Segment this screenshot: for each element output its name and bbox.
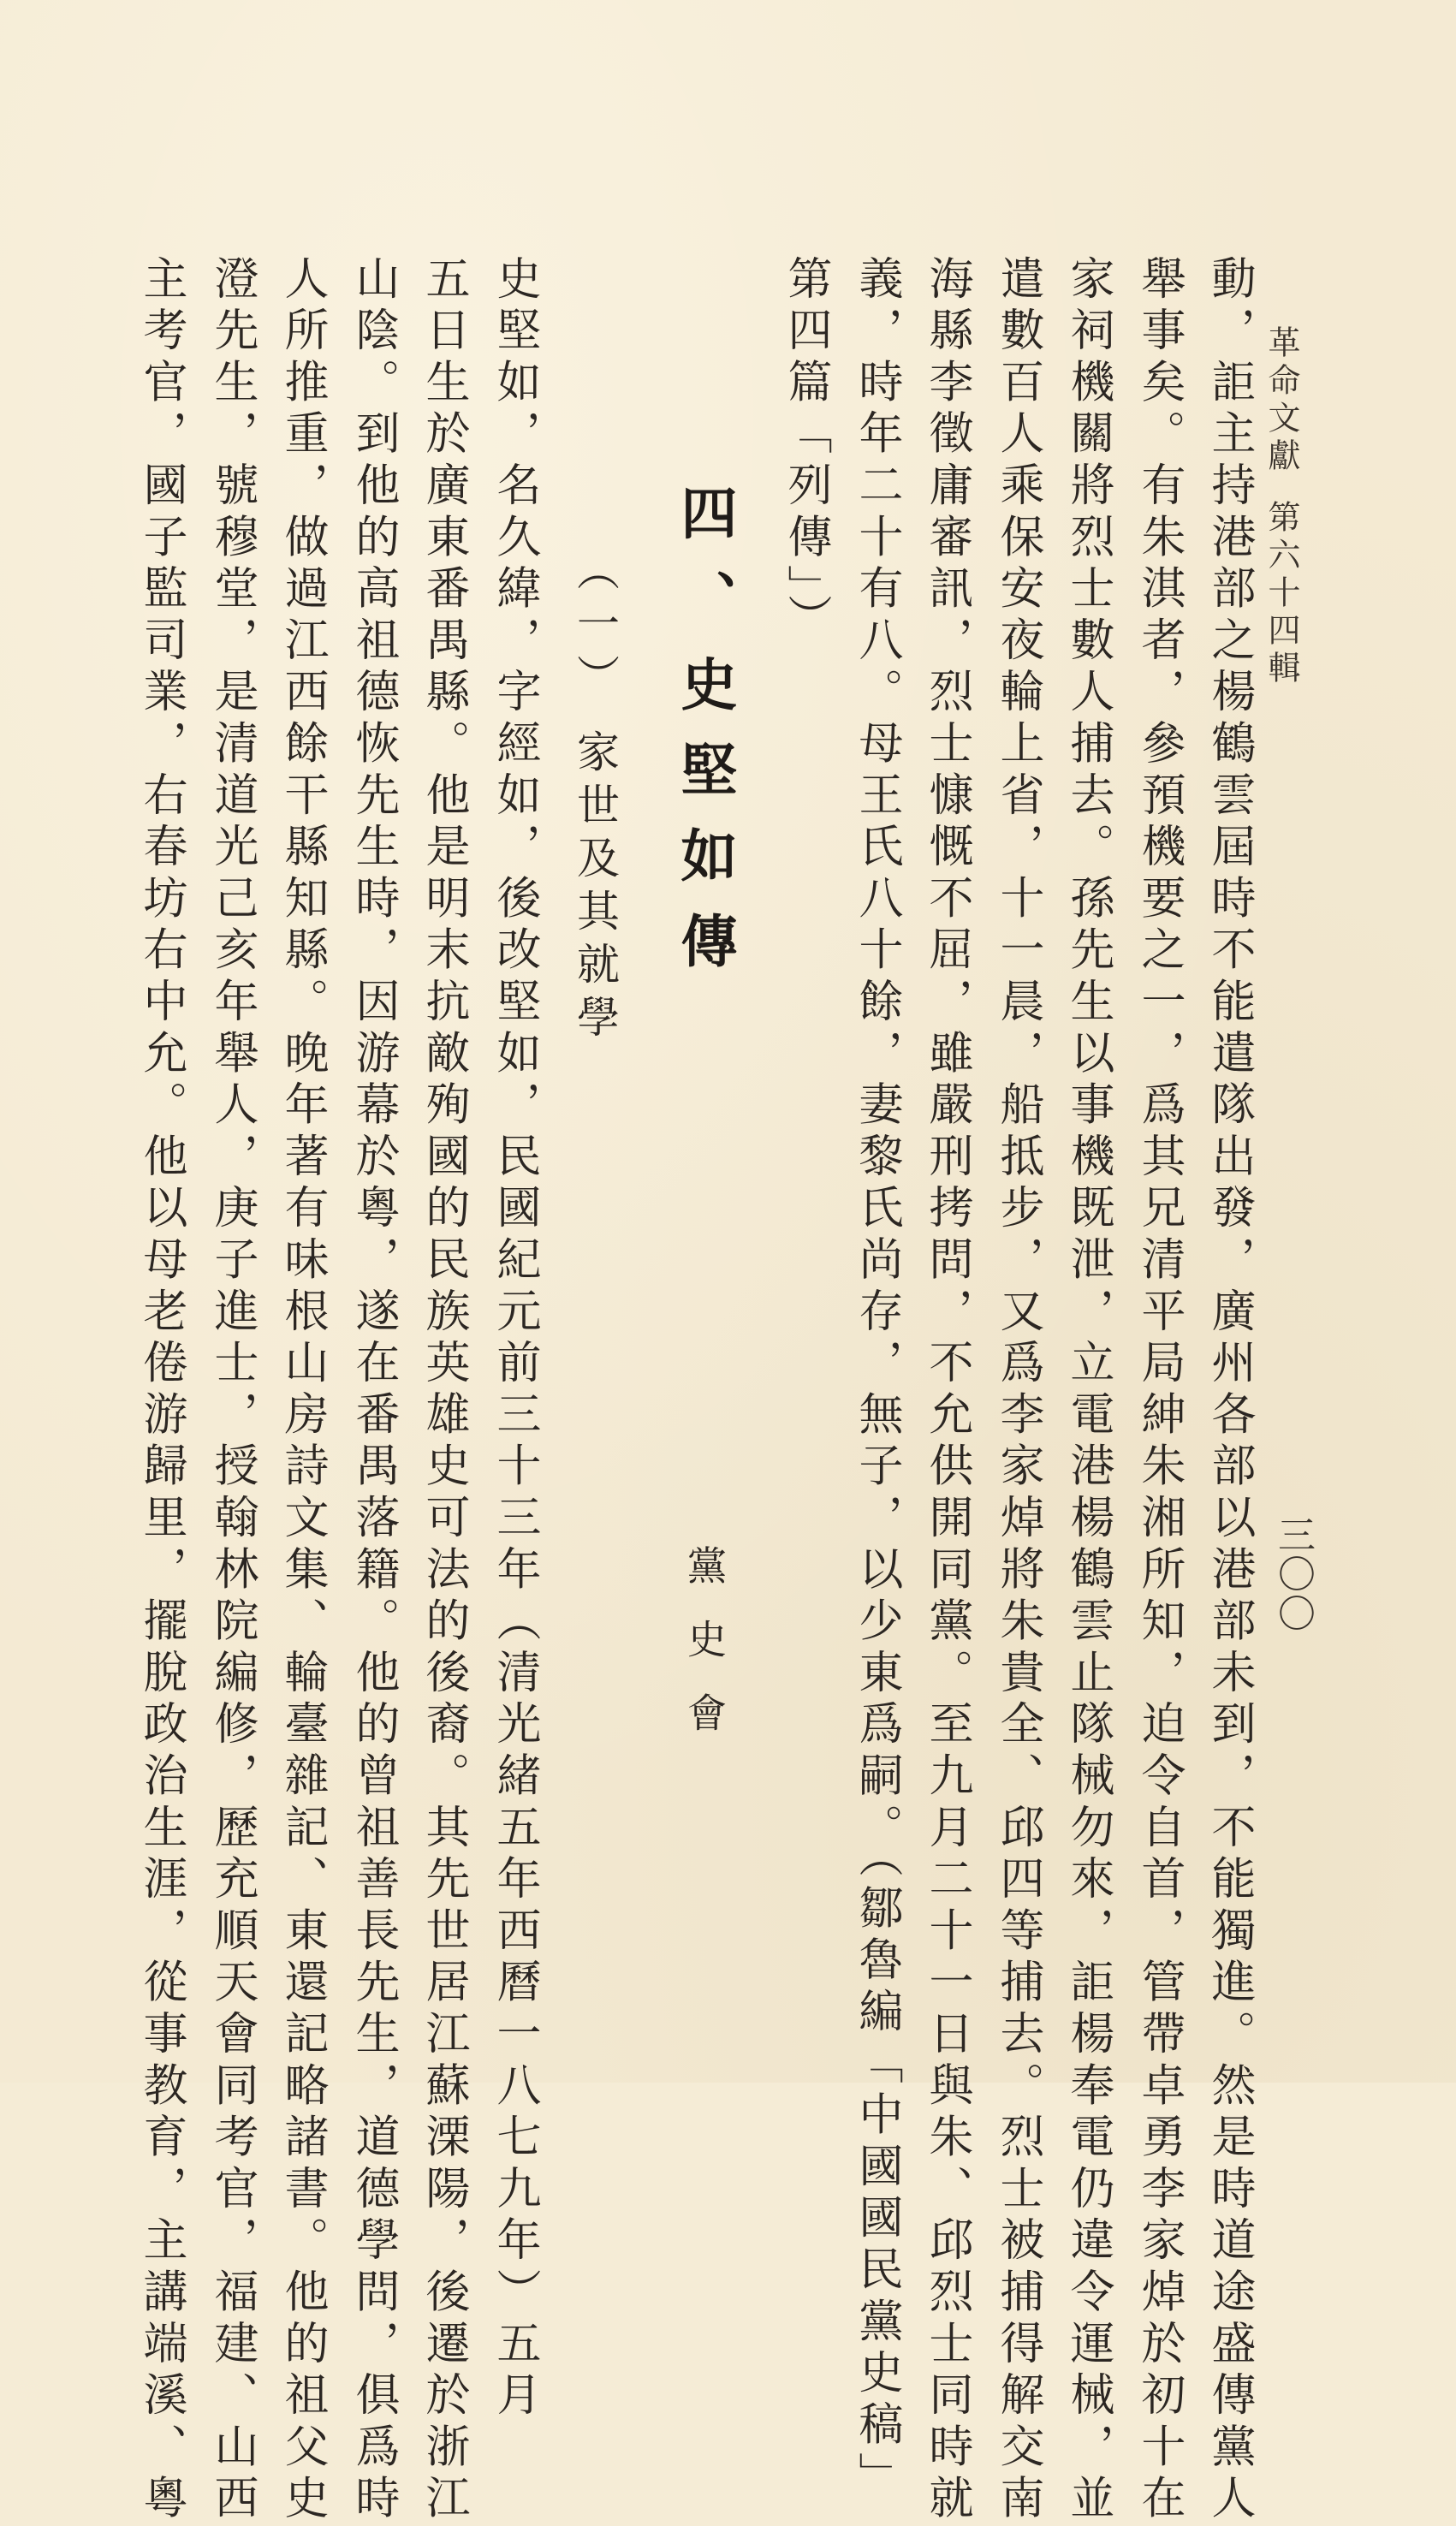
subsection-title: 家世及其就學: [570, 729, 620, 1048]
volume-number: 第六十四輯: [1263, 500, 1300, 688]
running-header: [1265, 325, 1298, 688]
body-column-4: 遣數百人乘保安夜輪上省，十一晨，船抵步，又爲李家焯將朱貴全、邱四等捕去。烈士被捕得解交南: [992, 255, 1043, 2526]
body-column-12: 澄先生，號穆堂，是清道光己亥年舉人，庚子進士，授翰林院編修，歷充順天會同考官，福建、山西: [206, 255, 258, 2526]
body-column-7: 第四篇「列傳」）: [780, 255, 831, 646]
body-column-5: 海縣李徵庸審訊，烈士慷慨不屈，雖嚴刑拷問，不允供開同黨。至九月二十一日與朱、邱烈士同時就: [921, 255, 972, 2526]
body-column-8: 史堅如，名久緯，字經如，後改堅如，民國紀元前三十三年（清光緒五年西曆一八七九年）五月: [489, 255, 540, 2423]
section-author: 黨史會: [681, 1545, 728, 1766]
body-column-11: 人所推重，做過江西餘干縣知縣。晚年著有味根山房詩文集、輪臺雜記、東還記略諸書。他的祖父史: [276, 255, 328, 2526]
body-column-9: 五日生於廣東番禺縣。他是明末抗敵殉國的民族英雄史可法的後裔。其先世居江蘇溧陽，後遷於浙江: [418, 255, 469, 2526]
body-column-1: 動，詎主持港部之楊鶴雲屆時不能遣隊出發，廣州各部以港部未到，不能獨進。然是時道途盛傳黨人: [1203, 255, 1255, 2526]
subsection-heading: [570, 548, 620, 1048]
body-column-10: 山陰。到他的高祖德恢先生時，因游幕於粵，遂在番禺落籍。他的曾祖善長先生，道德學問，俱爲時: [348, 255, 399, 2526]
publication-title: 革命文獻: [1263, 325, 1300, 476]
page-number: 三〇〇: [1271, 1515, 1315, 1633]
body-column-2: 舉事矣。有朱淇者，參預機要之一，爲其兄清平局紳朱湘所知，迫令自首，管帶卓勇李家焯於初十在: [1133, 255, 1185, 2526]
body-column-6: 義，時年二十有八。母王氏八十餘，妻黎氏尚存，無子，以少東爲嗣。（鄒魯編「中國國民黨史稿」: [851, 255, 902, 2505]
body-column-3: 家祠機關將烈士數人捕去。孫先生以事機既泄，立電港楊鶴雲止隊械勿來，詎楊奉電仍違令運械，並: [1062, 255, 1114, 2526]
subsection-number: （一）: [570, 548, 620, 707]
body-column-13: 主考官，國子監司業，右春坊右中允。他以母老倦游歸里，擺脫政治生涯，從事教育，主講端溪、粵: [135, 255, 187, 2526]
section-title: 四、史堅如傳: [671, 484, 738, 997]
